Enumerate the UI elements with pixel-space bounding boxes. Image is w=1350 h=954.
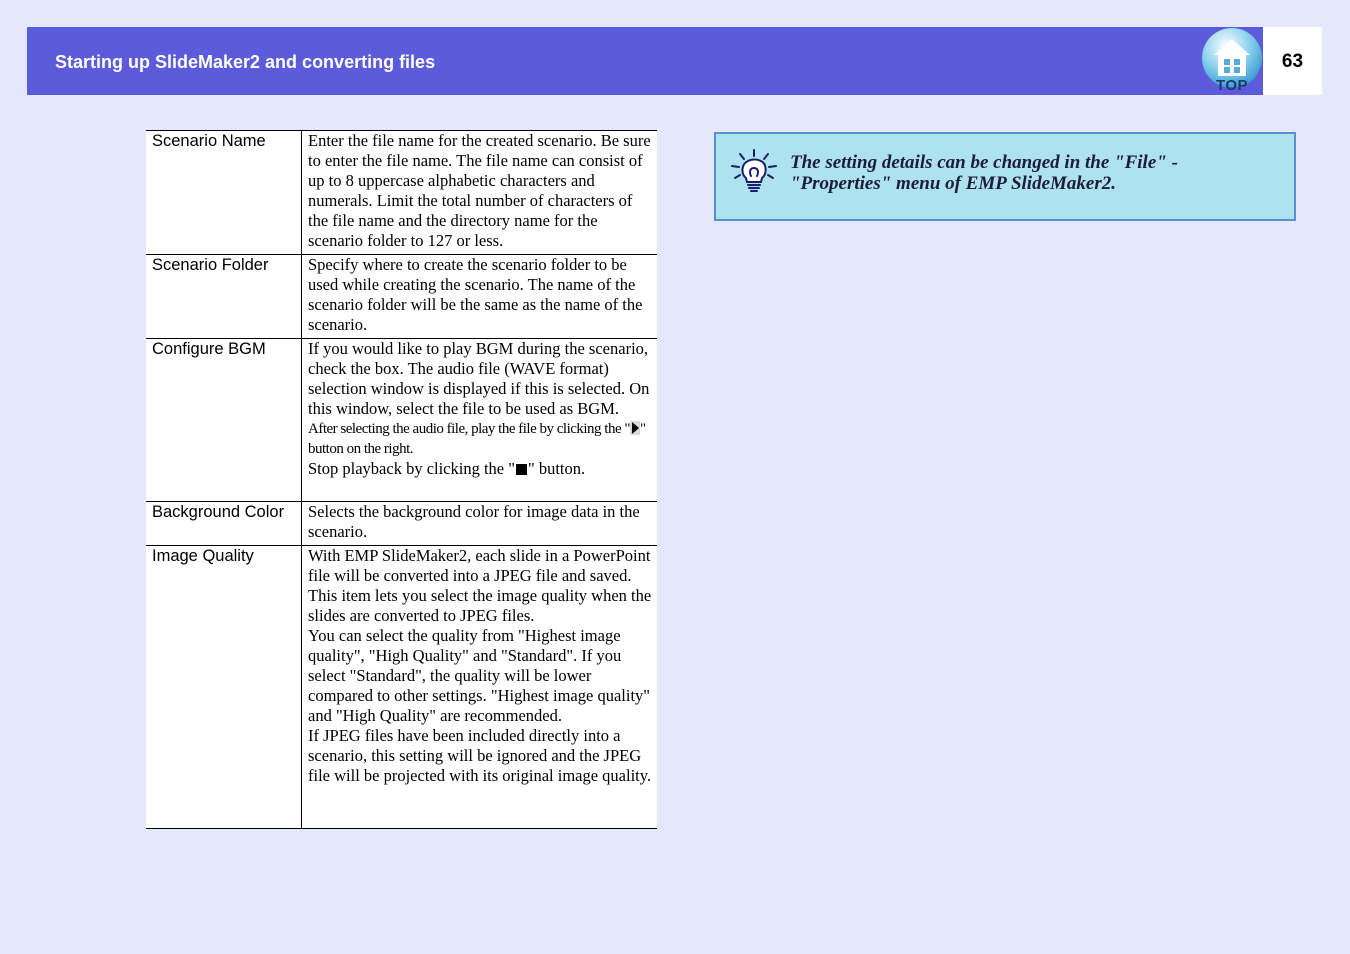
setting-description: Enter the file name for the created scenario. Be sure to enter the file name. The file name can consist of up to 8 uppercase alphabetic characters and numerals. Limit the total number of characters of the file name and the directory name for the scenario folder to 127 or less. (302, 131, 658, 255)
setting-description (302, 546, 658, 829)
setting-description (302, 339, 658, 502)
setting-name: Scenario Name (146, 131, 302, 255)
setting-description: Specify where to create the scenario folder to be used while creating the scenario. The name of the scenario folder will be the same as the name of the scenario. (302, 255, 658, 339)
setting-name: Image Quality (146, 546, 302, 829)
stop-note-after: " button. (527, 459, 586, 478)
table-row (146, 339, 657, 502)
page-title: Starting up SlideMaker2 and converting files (55, 52, 436, 72)
play-icon (630, 421, 640, 435)
page-number: 63 (1281, 51, 1304, 72)
tip-box (714, 132, 1296, 221)
table-row (146, 131, 657, 255)
header-bar (27, 27, 1263, 95)
play-note-before: After selecting the audio file, play the file by clicking the " (308, 421, 631, 437)
setting-name: Configure BGM (146, 339, 302, 502)
table-row (146, 502, 657, 546)
top-label: TOP (1215, 77, 1249, 94)
bgm-description: If you would like to play BGM during the scenario, check the box. The audio file (WAVE format) selection window is displayed if this is selected. On this window, select the file to be used as BGM. (308, 339, 650, 418)
bgm-stop-note (308, 459, 653, 479)
play-note-after: " button on the right. (308, 421, 646, 457)
setting-description: Selects the background color for image data in the scenario. (302, 502, 658, 546)
stop-icon (516, 464, 527, 475)
image-quality-paragraph: You can select the quality from "Highest image quality", "High Quality" and "Standard". If you select "Standard", the quality will be lower compared to other settings. "Highest image quality" and "High Quality" are recommended. (308, 626, 651, 725)
image-quality-paragraph: With EMP SlideMaker2, each slide in a PowerPoint file will be converted into a JPEG file and saved. This item lets you select the image quality when the slides are converted to JPEG files. (308, 546, 652, 625)
tip-text: The setting details can be changed in the "File" - "Properties" menu of EMP SlideMaker2. (790, 152, 1178, 194)
page-number-box (1263, 27, 1322, 95)
lightbulb-icon (730, 148, 778, 194)
setting-name: Scenario Folder (146, 255, 302, 339)
image-quality-paragraph: If JPEG files have been included directly into a scenario, this setting will be ignored and the JPEG file will be projected with its original image quality. (308, 726, 652, 785)
stop-note-before: Stop playback by clicking the " (308, 459, 515, 478)
top-button[interactable] (1199, 27, 1265, 95)
settings-table (146, 130, 657, 829)
table-row (146, 546, 657, 829)
setting-name: Background Color (146, 502, 302, 546)
bgm-play-note (308, 419, 653, 459)
table-row (146, 255, 657, 339)
